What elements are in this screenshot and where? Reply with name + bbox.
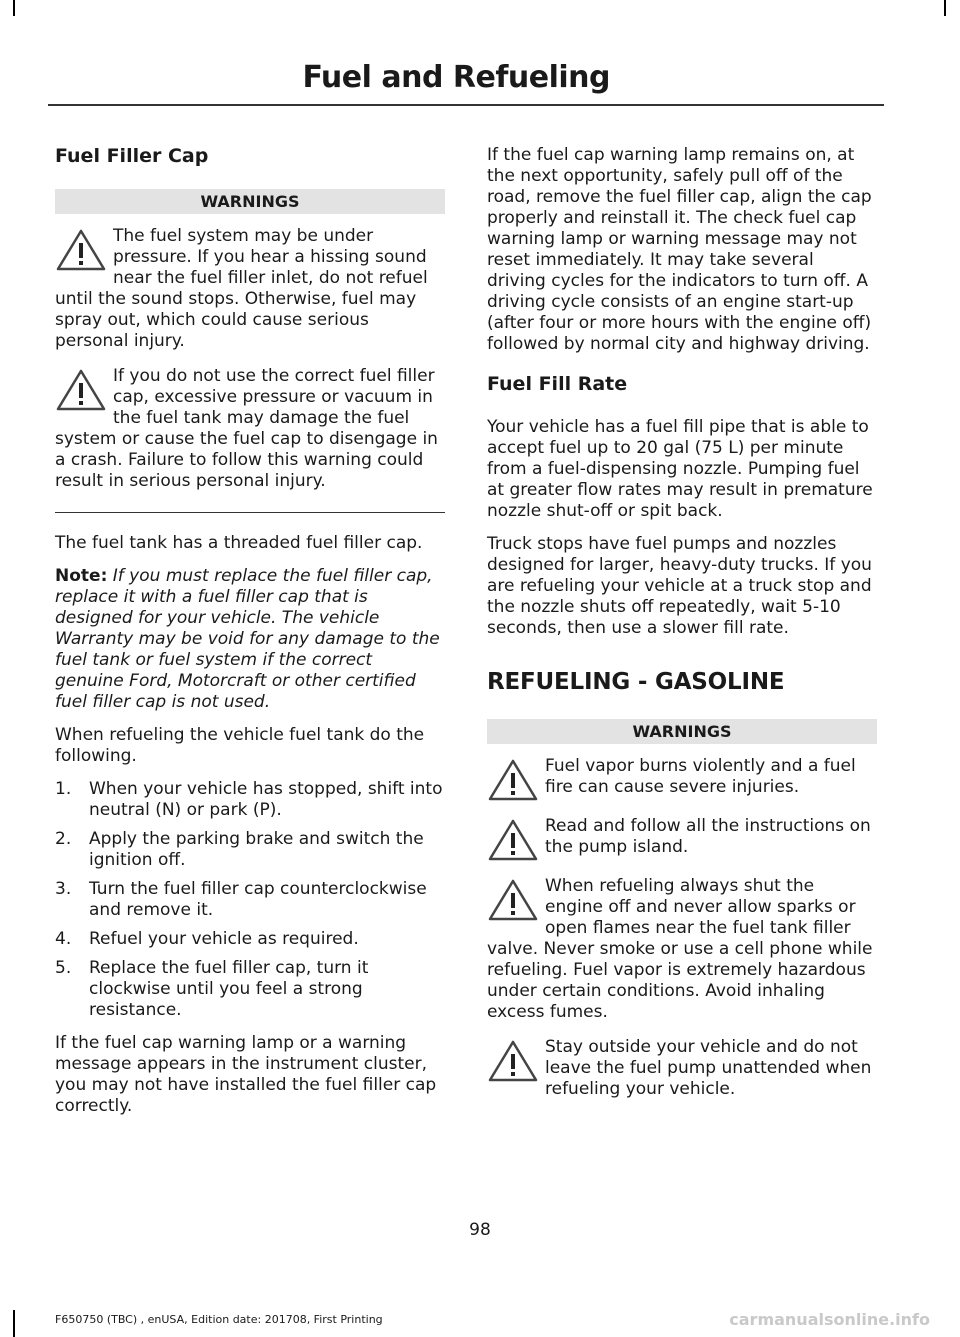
- section-title-fuel-filler-cap: Fuel Filler Cap: [55, 145, 209, 167]
- list-item: [55, 779, 445, 821]
- warning-triangle-icon: [487, 818, 539, 862]
- step-text: Replace the fuel filler cap, turn it clockwise until you feel a strong resistance.: [89, 958, 369, 1020]
- closing-paragraph: If the fuel cap warning lamp or a warning message appears in the instrument cluster, you may not have installed the fuel filler cap correctly.: [55, 1033, 437, 1116]
- intro-paragraph: The fuel tank has a threaded fuel filler cap.: [55, 533, 423, 553]
- warning-triangle-icon: [487, 1039, 539, 1083]
- watermark-logo: carmanualsonline.info: [729, 1310, 930, 1329]
- list-item: [55, 879, 445, 921]
- right-column: [487, 145, 877, 1114]
- warning-text: If you do not use the correct fuel filler cap, excessive pressure or vacuum in the fuel tank may damage the fuel system or cause the fuel cap to disengage in a crash. Failure to follow this warning could result in serious personal injury.: [55, 366, 438, 491]
- steps-intro: When refueling the vehicle fuel tank do the following.: [55, 725, 425, 766]
- step-text: Refuel your vehicle as required.: [89, 929, 359, 949]
- warning-item: [487, 756, 877, 802]
- warning-text: Stay outside your vehicle and do not leave the fuel pump unattended when refueling your vehicle.: [545, 1037, 872, 1099]
- footer-edition-info: F650750 (TBC) , enUSA, Edition date: 201708, First Printing: [55, 1313, 383, 1326]
- page-number: 98: [469, 1220, 491, 1240]
- warning-item: [487, 1037, 877, 1100]
- note-text: If you must replace the fuel filler cap, replace it with a fuel filler cap that is designed for your vehicle. The vehicle Warranty may be void for any damage to the fuel tank or fuel system if the correct genuine Ford, Motorcraft or other certified fuel filler cap is not used.: [55, 566, 440, 712]
- warning-text: Fuel vapor burns violently and a fuel fire can cause severe injuries.: [545, 756, 856, 797]
- step-number: 4.: [55, 929, 72, 949]
- section-title-refueling-gasoline: REFUELING - GASOLINE: [487, 669, 785, 695]
- note-label: Note:: [55, 566, 108, 586]
- note-paragraph: [55, 566, 445, 713]
- warnings-header: WARNINGS: [55, 189, 445, 214]
- cap-warning-paragraph: If the fuel cap warning lamp remains on, at the next opportunity, safely pull off of the road, remove the fuel filler cap, align the cap properly and reinstall it. The check fuel cap warning lamp or warning message may not reset immediately. It may take several driving cycles for the indicators to turn off. A driving cycle consists of an engine start-up (after four or more hours with the engine off) followed by normal city and highway driving.: [487, 145, 872, 354]
- crop-mark: [944, 0, 946, 16]
- warning-text: Read and follow all the instructions on the pump island.: [545, 816, 871, 857]
- list-item: [55, 929, 445, 950]
- step-number: 5.: [55, 958, 72, 978]
- crop-mark: [13, 1310, 15, 1337]
- step-text: When your vehicle has stopped, shift into neutral (N) or park (P).: [89, 779, 443, 820]
- fill-rate-paragraph: Your vehicle has a fuel fill pipe that is able to accept fuel up to 20 gal (75 L) per minute from a fuel-dispensing nozzle. Pumping fuel at greater flow rates may result in premature nozzle shut-off or spit back.: [487, 417, 873, 521]
- warnings-header: WARNINGS: [487, 719, 877, 744]
- step-text: Apply the parking brake and switch the ignition off.: [89, 829, 424, 870]
- warning-triangle-icon: [487, 758, 539, 802]
- page-title: Fuel and Refueling: [302, 60, 610, 95]
- section-divider: [55, 512, 445, 513]
- step-number: 2.: [55, 829, 72, 849]
- warning-item: [55, 366, 445, 492]
- step-number: 3.: [55, 879, 72, 899]
- truck-stop-paragraph: Truck stops have fuel pumps and nozzles designed for larger, heavy-duty trucks. If you are refueling your vehicle at a truck stop and the nozzle shuts off repeatedly, wait 5-10 seconds, then use a slower fill rate.: [487, 534, 872, 638]
- refuel-steps-list: [55, 779, 445, 1021]
- left-column: [55, 145, 445, 1129]
- warning-text: When refueling always shut the engine off and never allow sparks or open flames near the fuel tank filler valve. Never smoke or use a cell phone while refueling. Fuel vapor is extremely hazardous under certain conditions. Avoid inhaling excess fumes.: [487, 876, 873, 1022]
- list-item: [55, 958, 445, 1021]
- warning-item: [487, 876, 877, 1023]
- warning-item: [55, 226, 445, 352]
- warning-triangle-icon: [487, 878, 539, 922]
- header-divider: [48, 104, 884, 106]
- crop-mark: [13, 0, 15, 16]
- section-title-fuel-fill-rate: Fuel Fill Rate: [487, 373, 628, 395]
- warning-text: The fuel system may be under pressure. If you hear a hissing sound near the fuel filler inlet, do not refuel until the sound stops. Otherwise, fuel may spray out, which could cause serious personal injury.: [55, 226, 428, 351]
- step-number: 1.: [55, 779, 72, 799]
- list-item: [55, 829, 445, 871]
- warning-triangle-icon: [55, 368, 107, 412]
- step-text: Turn the fuel filler cap counterclockwise and remove it.: [89, 879, 427, 920]
- warning-triangle-icon: [55, 228, 107, 272]
- warning-item: [487, 816, 877, 862]
